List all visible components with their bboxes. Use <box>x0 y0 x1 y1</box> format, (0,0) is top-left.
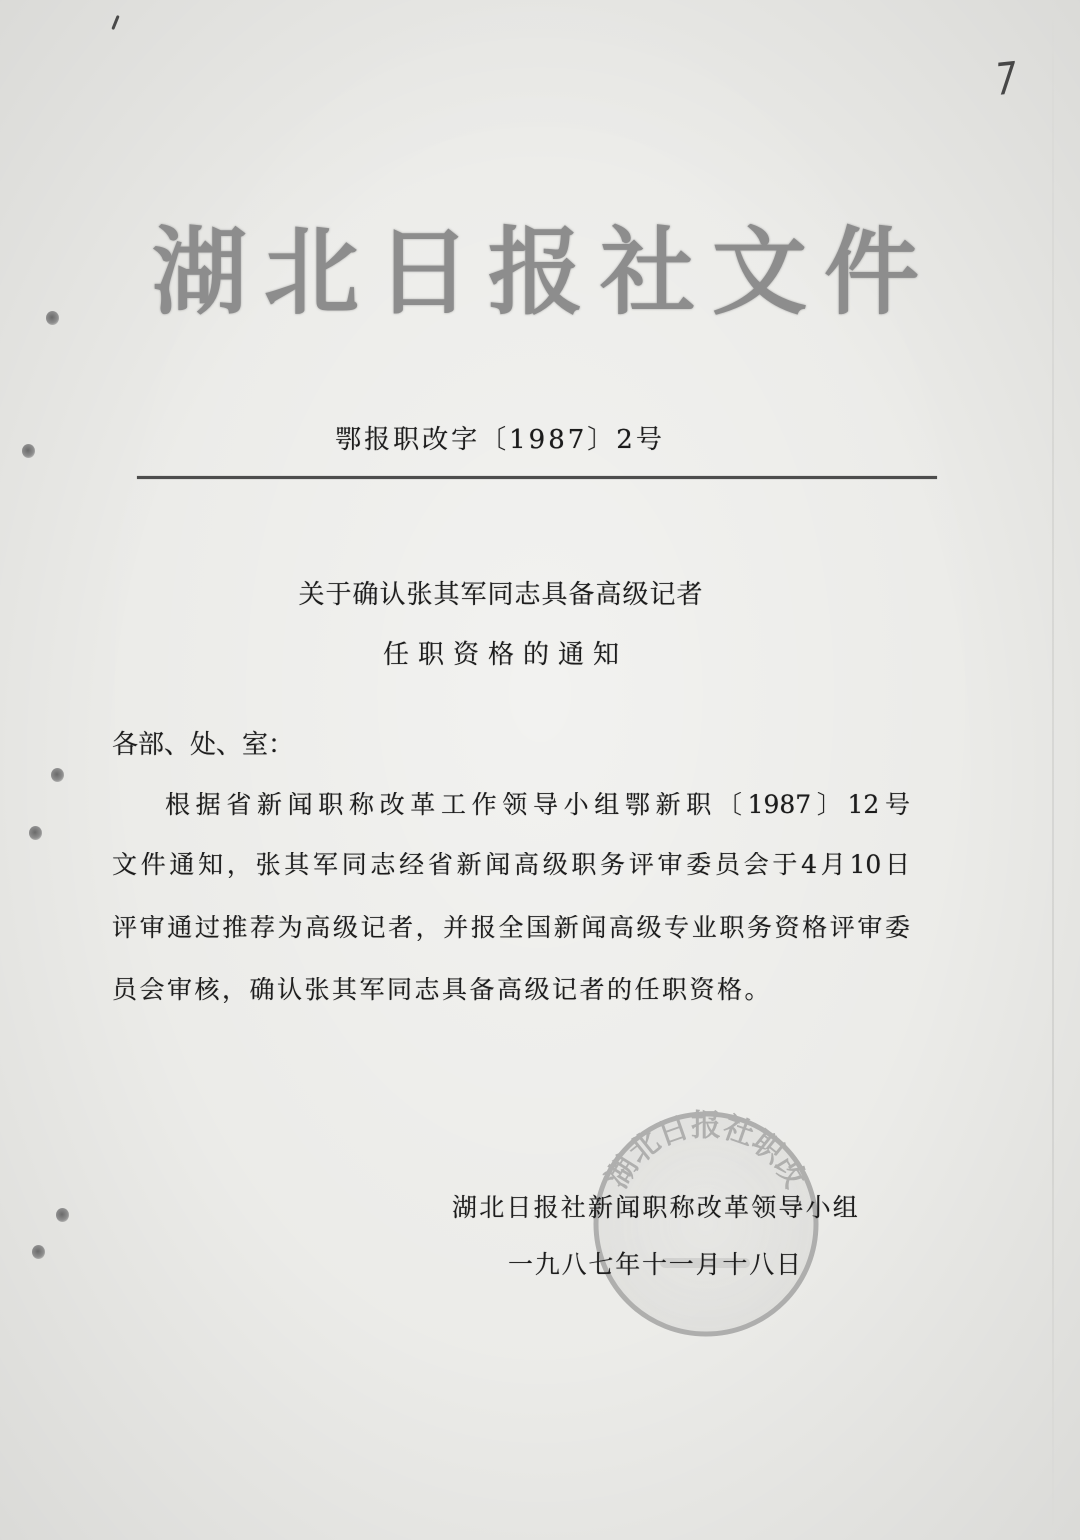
subject-line-2: 任职资格的通知 <box>382 640 628 670</box>
official-seal <box>590 1108 822 1340</box>
signing-organization: 湖北日报社新闻职称改革领导小组 <box>452 1193 861 1222</box>
punch-hole-mark <box>56 1208 69 1222</box>
body-line: 评审通过推荐为高级记者，并报全国新闻高级专业职务资格评审委 <box>112 915 910 941</box>
handwritten-page-number: 7 <box>993 52 1019 107</box>
punch-hole-mark <box>32 1245 45 1259</box>
punch-hole-mark <box>46 311 59 325</box>
punch-hole-mark <box>51 768 64 782</box>
seal-text-arc: 湖北日报社职改 <box>599 1108 813 1195</box>
subject-line-1: 关于确认张其军同志具备高级记者 <box>298 580 704 610</box>
paper-fold-line <box>1052 0 1054 1540</box>
body-line: 文件通知，张其军同志经省新闻高级职务评审委员会于4月10日 <box>112 852 910 878</box>
scan-tick-mark <box>111 15 119 30</box>
signing-date: 一九八七年十一月十八日 <box>508 1250 803 1279</box>
document-number: 鄂报职改字〔1987〕2号 <box>335 425 665 455</box>
body-line: 员会审核，确认张其军同志具备高级记者的任职资格。 <box>112 977 773 1003</box>
punch-hole-mark <box>22 444 35 458</box>
document-title: 湖北日报社文件 <box>152 218 937 328</box>
body-line: 根据省新闻职称改革工作领导小组鄂新职〔1987〕12号 <box>165 792 910 818</box>
salutation: 各部、处、室： <box>112 730 295 760</box>
punch-hole-mark <box>29 826 42 840</box>
header-divider <box>137 476 937 479</box>
